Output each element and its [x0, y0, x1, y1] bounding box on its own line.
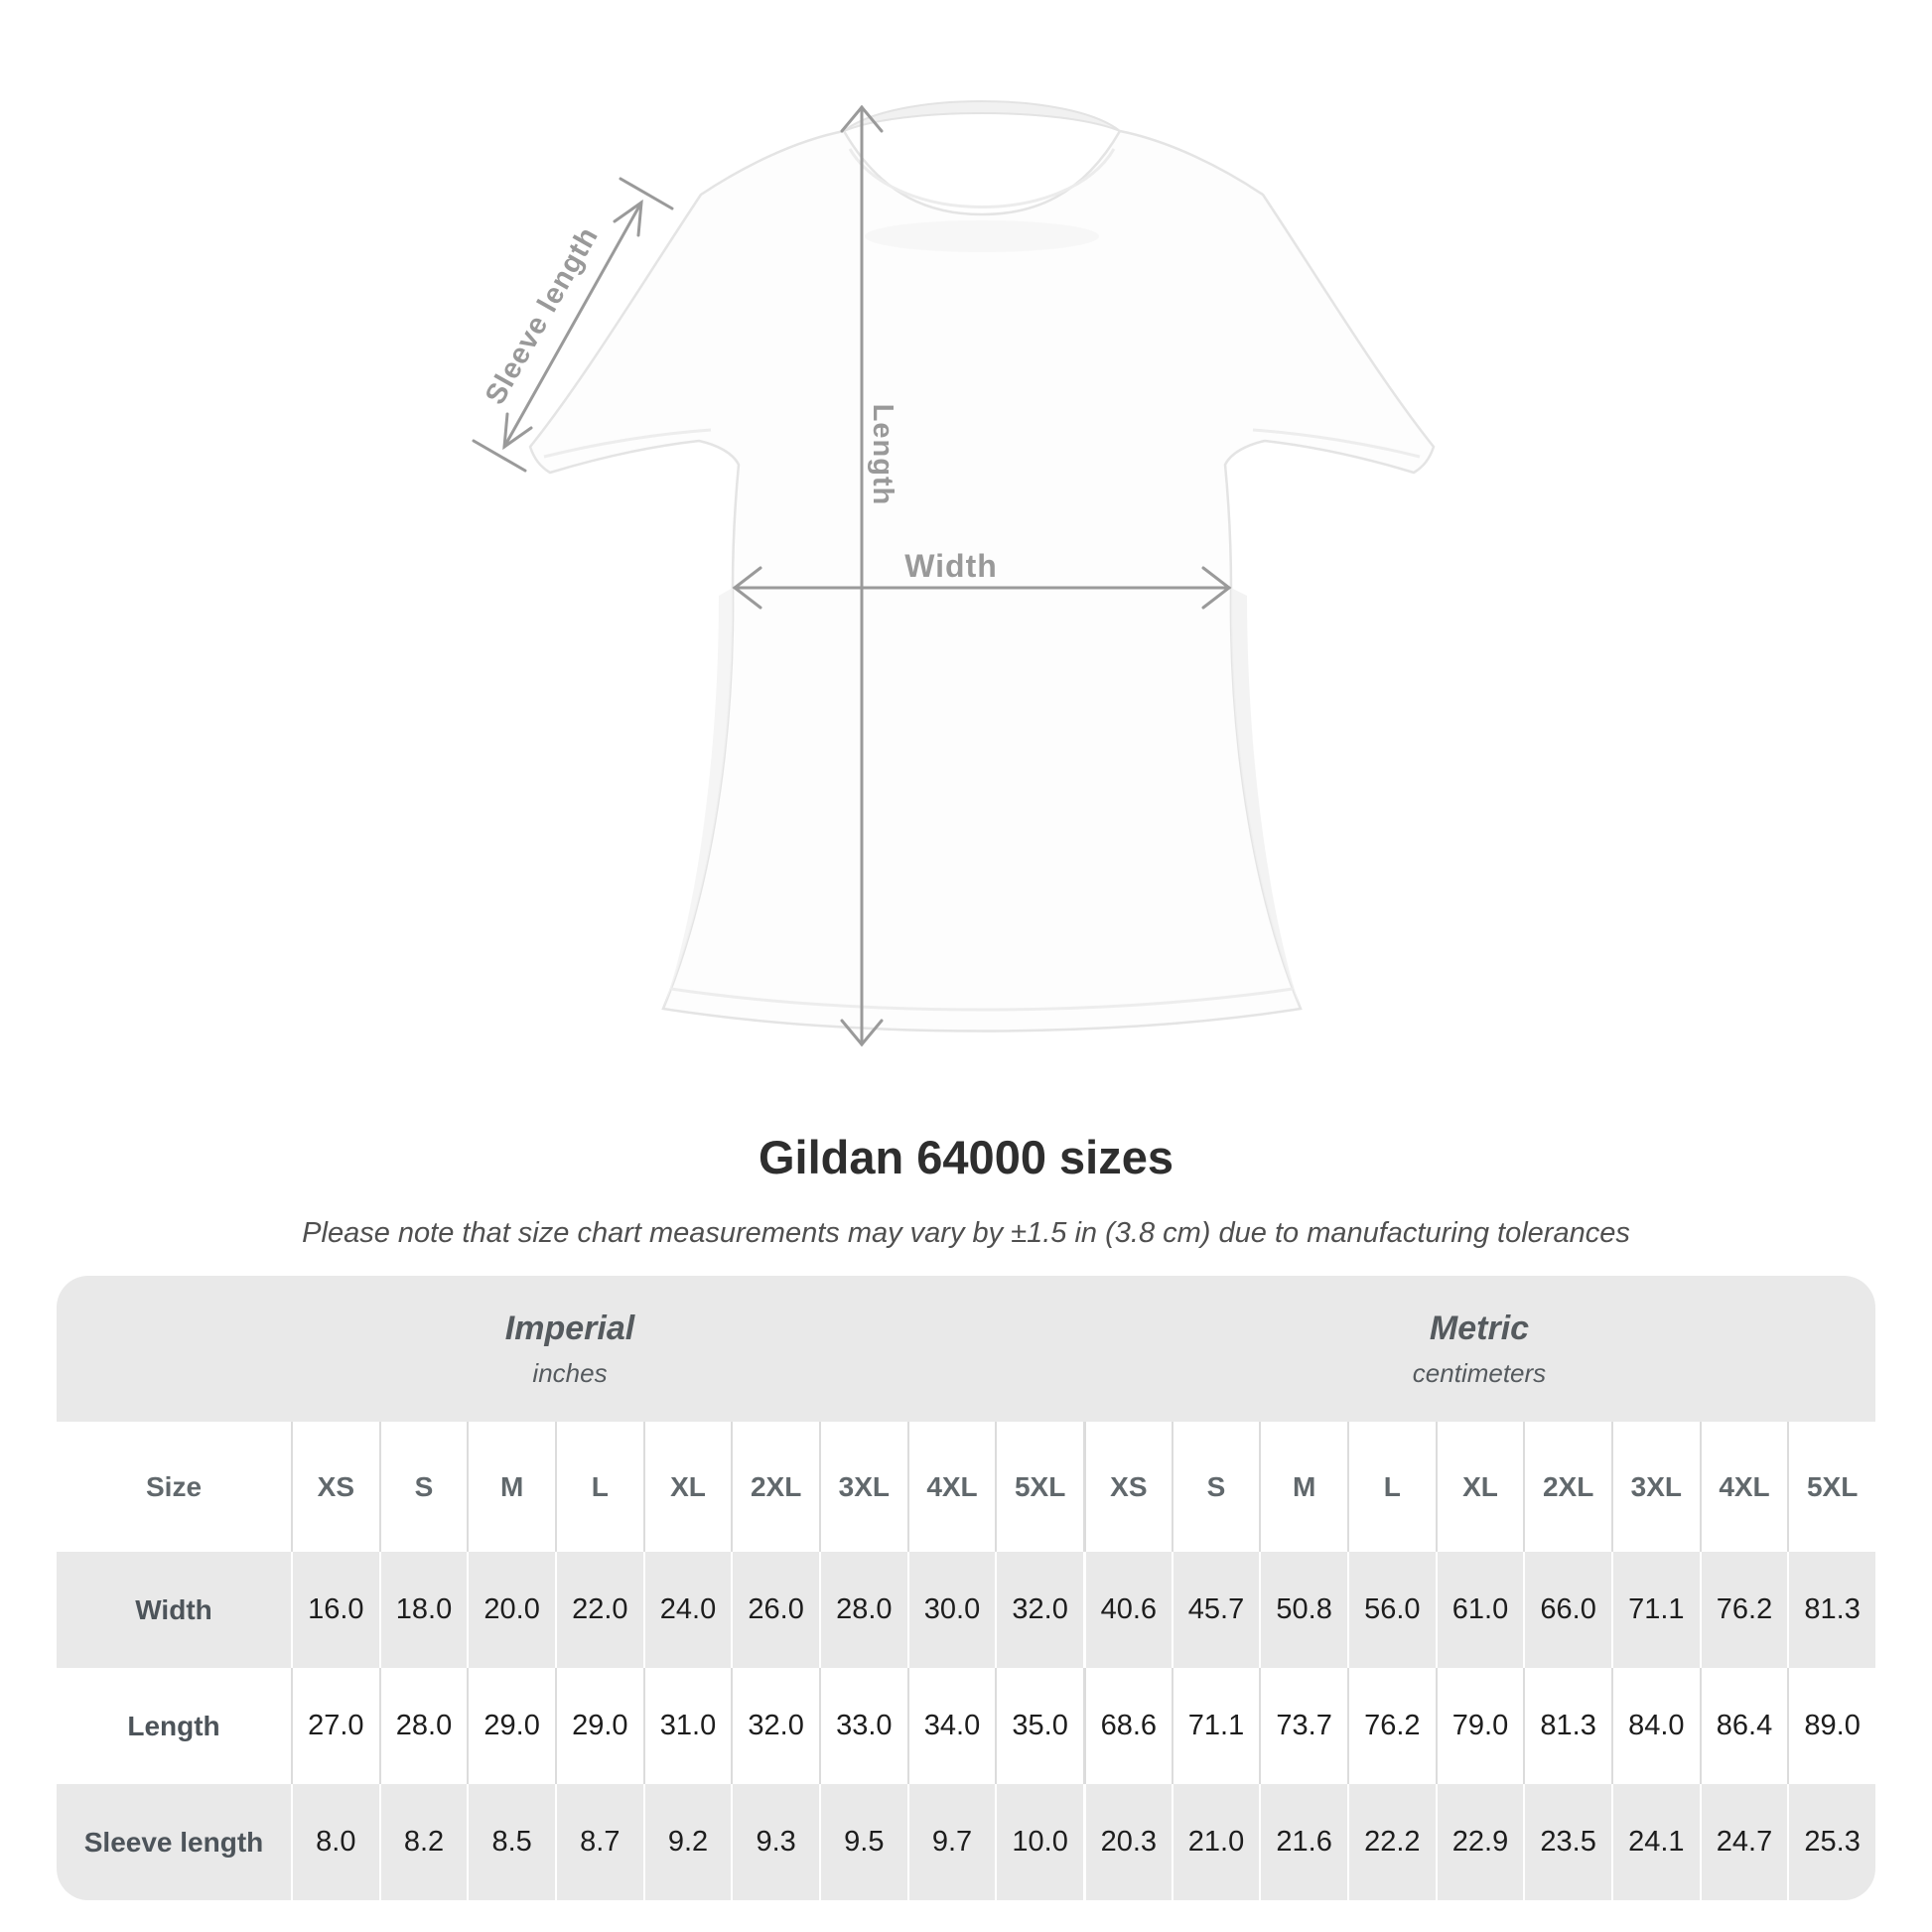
sleeve-length-label: Sleeve length: [479, 220, 605, 410]
length-imperial-value: 28.0: [379, 1668, 468, 1784]
length-metric-value: 81.3: [1523, 1668, 1611, 1784]
length-imperial-value: 32.0: [731, 1668, 819, 1784]
size-header-imperial-3xl: 3XL: [819, 1422, 907, 1552]
page-subtitle: Please note that size chart measurements may vary by ±1.5 in (3.8 cm) due to manufacturing tolerances: [302, 1217, 1630, 1249]
width-imperial-value: 22.0: [555, 1552, 643, 1668]
sleeve-metric-value: 23.5: [1523, 1784, 1611, 1900]
size-table: [57, 1276, 1875, 1900]
width-imperial-value: 32.0: [995, 1552, 1083, 1668]
length-imperial-value: 31.0: [643, 1668, 732, 1784]
sleeve-metric-value: 24.7: [1700, 1784, 1788, 1900]
size-header-imperial-4xl: 4XL: [907, 1422, 996, 1552]
sleeve-imperial-value: 8.7: [555, 1784, 643, 1900]
width-metric-value: 56.0: [1347, 1552, 1436, 1668]
sleeve-metric-value: 22.2: [1347, 1784, 1436, 1900]
sleeve-imperial-value: 8.0: [291, 1784, 379, 1900]
length-metric-value: 79.0: [1436, 1668, 1524, 1784]
length-imperial-value: 34.0: [907, 1668, 996, 1784]
width-imperial-value: 20.0: [467, 1552, 555, 1668]
sleeve-length-row-label: Sleeve length: [83, 1826, 264, 1858]
width-metric-value: 66.0: [1523, 1552, 1611, 1668]
sleeve-metric-value: 20.3: [1083, 1784, 1172, 1900]
width-label: Width: [904, 547, 998, 584]
width-metric-value: 81.3: [1787, 1552, 1875, 1668]
size-header-metric-2xl: 2XL: [1523, 1422, 1611, 1552]
length-imperial-value: 33.0: [819, 1668, 907, 1784]
width-metric-value: 45.7: [1172, 1552, 1260, 1668]
length-row: [57, 1668, 1875, 1784]
sleeve-metric-value: 24.1: [1611, 1784, 1700, 1900]
length-row-label: Length: [127, 1710, 220, 1741]
metric-group-header: [1083, 1276, 1875, 1422]
length-metric-value: 68.6: [1083, 1668, 1172, 1784]
sleeve-imperial-value: 10.0: [995, 1784, 1083, 1900]
size-header-metric-5xl: 5XL: [1787, 1422, 1875, 1552]
sleeve-metric-value: 21.6: [1259, 1784, 1347, 1900]
width-row: [57, 1552, 1875, 1668]
unit-group-header-row: [57, 1276, 1875, 1422]
width-metric-value: 40.6: [1083, 1552, 1172, 1668]
length-metric-value: 86.4: [1700, 1668, 1788, 1784]
size-header-metric-m: M: [1259, 1422, 1347, 1552]
size-header-imperial-l: L: [555, 1422, 643, 1552]
length-metric-value: 84.0: [1611, 1668, 1700, 1784]
length-imperial-value: 35.0: [995, 1668, 1083, 1784]
sleeve-metric-value: 21.0: [1172, 1784, 1260, 1900]
width-imperial-value: 16.0: [291, 1552, 379, 1668]
width-imperial-value: 28.0: [819, 1552, 907, 1668]
sleeve-imperial-value: 9.2: [643, 1784, 732, 1900]
sleeve-imperial-value: 8.2: [379, 1784, 468, 1900]
size-header-metric-3xl: 3XL: [1611, 1422, 1700, 1552]
tshirt-collar-shadow: [865, 220, 1099, 252]
width-imperial-value: 26.0: [731, 1552, 819, 1668]
size-corner-label: Size: [145, 1470, 203, 1502]
size-header-metric-4xl: 4XL: [1700, 1422, 1788, 1552]
width-row-label: Width: [135, 1593, 212, 1625]
sleeve-length-row: [57, 1784, 1875, 1900]
width-imperial-value: 24.0: [643, 1552, 732, 1668]
width-imperial-value: 18.0: [379, 1552, 468, 1668]
size-header-imperial-s: S: [379, 1422, 468, 1552]
width-metric-value: 71.1: [1611, 1552, 1700, 1668]
size-header-metric-s: S: [1172, 1422, 1260, 1552]
size-header-row: [57, 1422, 1875, 1552]
imperial-group-header: [57, 1276, 1083, 1422]
width-metric-value: 50.8: [1259, 1552, 1347, 1668]
imperial-group-title: Imperial: [504, 1309, 635, 1347]
imperial-group-unit: inches: [532, 1357, 608, 1388]
sleeve-metric-value: 25.3: [1787, 1784, 1875, 1900]
length-metric-value: 89.0: [1787, 1668, 1875, 1784]
sleeve-imperial-value: 9.5: [819, 1784, 907, 1900]
page-title: Gildan 64000 sizes: [758, 1131, 1174, 1183]
tshirt-back-collar: [844, 101, 1120, 131]
length-imperial-value: 29.0: [467, 1668, 555, 1784]
size-header-imperial-2xl: 2XL: [731, 1422, 819, 1552]
metric-group-unit: centimeters: [1412, 1357, 1547, 1388]
size-header-metric-l: L: [1347, 1422, 1436, 1552]
length-label: Length: [867, 403, 899, 506]
size-header-imperial-xs: XS: [291, 1422, 379, 1552]
width-metric-value: 61.0: [1436, 1552, 1524, 1668]
length-imperial-value: 27.0: [291, 1668, 379, 1784]
sleeve-imperial-value: 8.5: [467, 1784, 555, 1900]
length-imperial-value: 29.0: [555, 1668, 643, 1784]
width-imperial-value: 30.0: [907, 1552, 996, 1668]
sleeve-metric-value: 22.9: [1436, 1784, 1524, 1900]
width-metric-value: 76.2: [1700, 1552, 1788, 1668]
sleeve-imperial-value: 9.7: [907, 1784, 996, 1900]
length-metric-value: 73.7: [1259, 1668, 1347, 1784]
size-header-imperial-xl: XL: [643, 1422, 732, 1552]
size-header-imperial-m: M: [467, 1422, 555, 1552]
size-header-imperial-5xl: 5XL: [995, 1422, 1083, 1552]
size-header-metric-xs: XS: [1083, 1422, 1172, 1552]
length-metric-value: 71.1: [1172, 1668, 1260, 1784]
length-metric-value: 76.2: [1347, 1668, 1436, 1784]
sleeve-imperial-value: 9.3: [731, 1784, 819, 1900]
size-header-metric-xl: XL: [1436, 1422, 1524, 1552]
metric-group-title: Metric: [1429, 1309, 1530, 1347]
